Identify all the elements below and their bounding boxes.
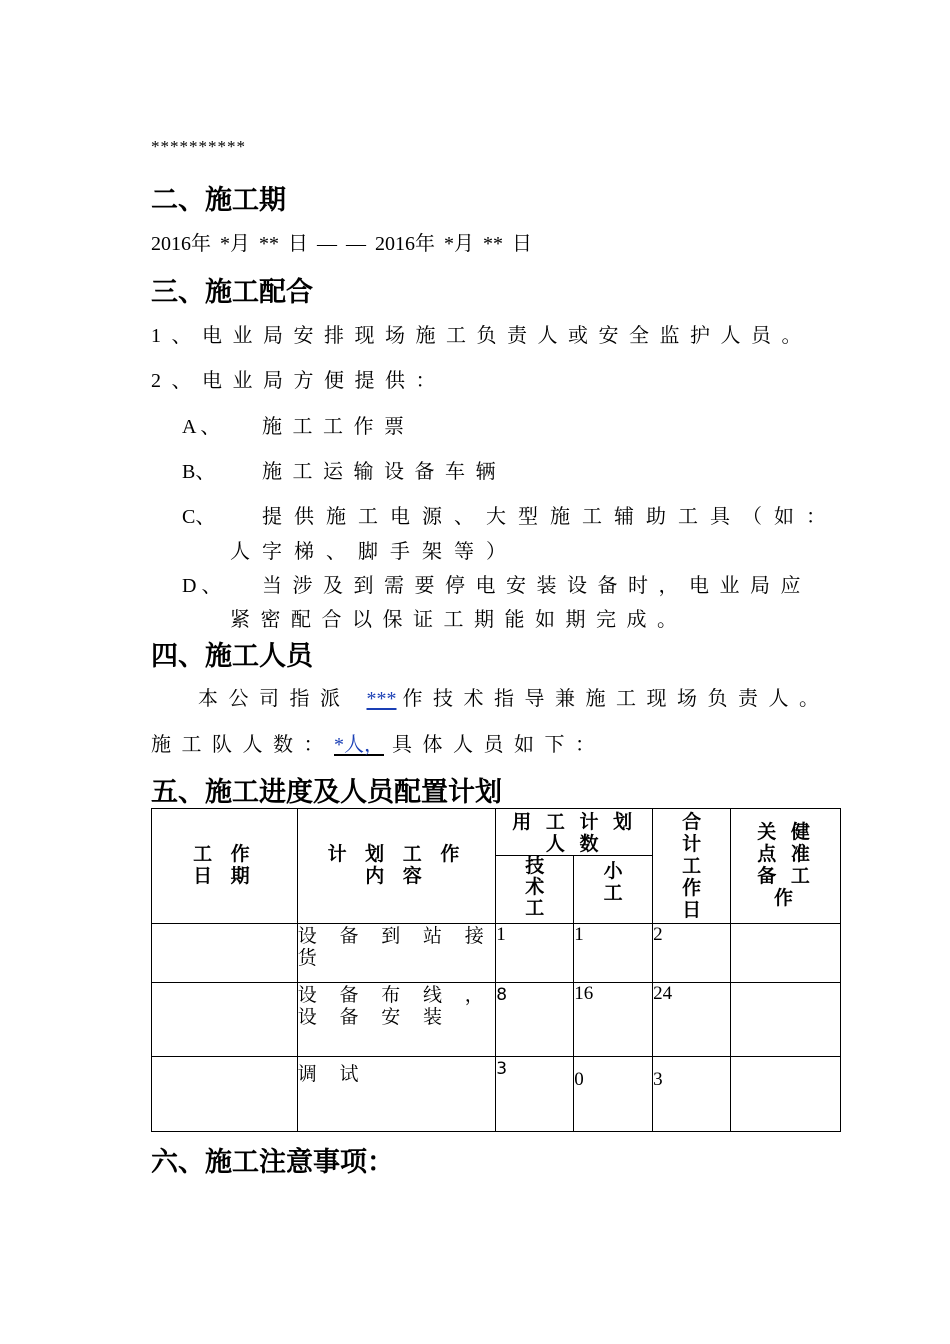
col-header-content: 计 划 工 作 内 容 — [297, 809, 495, 924]
coop-d-text-line1: 当涉及到需要停电安装设备时，电业局应 — [262, 575, 811, 597]
coop-c-text-line1: 提供施工电源、大型施工辅助工具（如： — [262, 506, 838, 528]
table-row — [152, 1057, 841, 1132]
staff-line2-prefix: 施工队人数： — [151, 734, 334, 756]
col-header-tech: 技 术 工 — [496, 856, 574, 924]
table-header-row — [152, 809, 841, 856]
cell-total: 3 — [653, 1057, 731, 1132]
coop-d-text-line2: 紧密配合以保证工期能如期完成。 — [230, 609, 688, 631]
coop-b-text: 施工运输设备车辆 — [262, 461, 506, 483]
cell-date — [152, 983, 298, 1057]
section-heading-schedule: 五、施工进度及人员配置计划 — [151, 777, 502, 808]
cell-key-prep — [731, 924, 841, 983]
table-row — [152, 983, 841, 1057]
table-row — [152, 924, 841, 983]
cell-content: 设 备 到 站 接 货 — [297, 924, 495, 983]
section-heading-notes: 六、施工注意事项： — [151, 1147, 394, 1178]
coop-d-label: D 、 — [182, 575, 222, 597]
cell-date — [152, 924, 298, 983]
coop-c-text-line2: 人字梯、脚手架等） — [230, 541, 518, 563]
cell-content: 调 试 — [297, 1057, 495, 1132]
cell-total: 24 — [653, 983, 731, 1057]
col-header-date: 工 作 日 期 — [152, 809, 298, 924]
coop-c-label: C、 — [182, 506, 216, 528]
staff-count: *人， — [334, 734, 384, 756]
coop-a-text: 施工工作票 — [262, 416, 415, 438]
cell-labor: 16 — [574, 983, 653, 1057]
schedule-table — [151, 808, 841, 1132]
section-heading-period: 二、施工期 — [151, 185, 286, 216]
staff-line-1 — [198, 682, 830, 711]
cell-key-prep — [731, 983, 841, 1057]
cell-labor: 0 — [574, 1057, 653, 1132]
staff-line-2 — [151, 728, 606, 757]
section-heading-staff: 四、施工人员 — [151, 641, 313, 672]
construction-period: 2016年 *月 ** 日 — — 2016年 *月 ** 日 — [151, 233, 532, 255]
staff-line1-suffix: 作技术指导兼施工现场负责人。 — [402, 688, 830, 710]
coop-item-2: 2、电业局方便提供： — [151, 370, 446, 392]
cell-tech: 1 — [496, 924, 574, 983]
coop-item-1: 1、电业局安排现场施工负责人或安全监护人员。 — [151, 325, 812, 347]
cell-total: 2 — [653, 924, 731, 983]
cell-date — [152, 1057, 298, 1132]
col-header-key-prep: 关 健 点 准 备 工 作 — [731, 809, 841, 924]
coop-b-label: B、 — [182, 461, 216, 483]
cell-content: 设 备 布 线 ， 设 备 安 装 — [297, 983, 495, 1057]
stars-line: ********** — [151, 137, 246, 156]
cell-tech: 8 — [496, 983, 574, 1057]
section-heading-cooperation: 三、施工配合 — [151, 277, 313, 308]
cell-tech: 3 — [496, 1057, 574, 1132]
col-header-labor: 小 工 — [574, 856, 653, 924]
coop-a-label: A 、 — [182, 416, 221, 438]
cell-key-prep — [731, 1057, 841, 1132]
staff-line1-prefix: 本公司指派 — [198, 688, 351, 710]
cell-labor: 1 — [574, 924, 653, 983]
staff-leader-name: *** — [366, 688, 397, 710]
col-header-workers: 用 工 计 划 人 数 — [496, 809, 653, 856]
col-header-total: 合 计 工 作 日 — [653, 809, 731, 924]
staff-line2-suffix: 具体人员如下： — [392, 734, 606, 756]
